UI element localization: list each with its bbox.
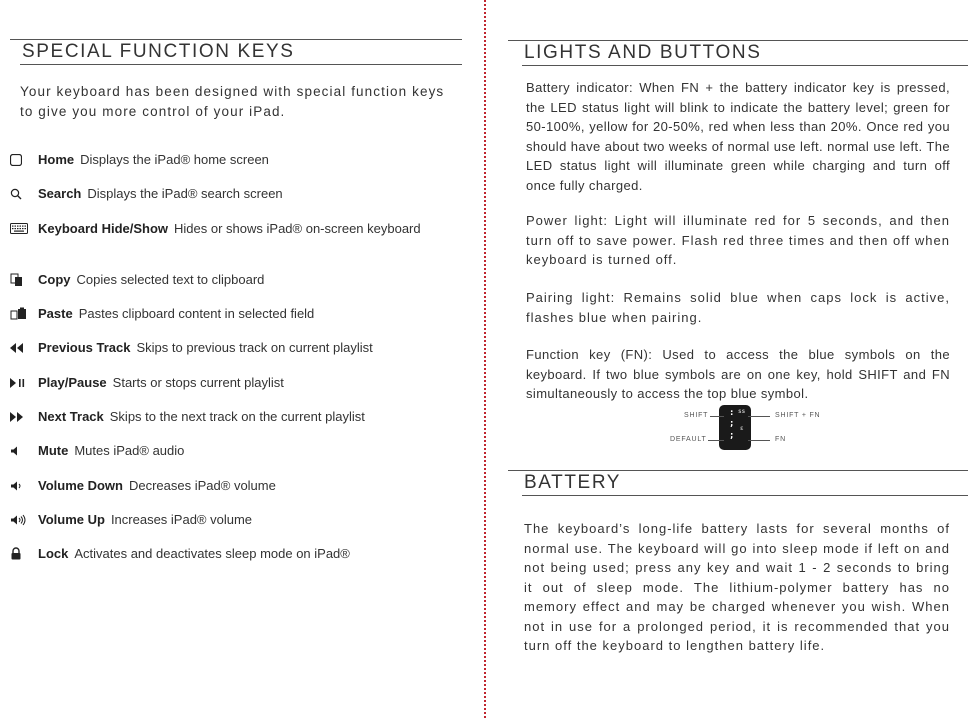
- pairing-light-text: Pairing light: Remains solid blue when caps lock is active, flashes blue when pairing.: [526, 290, 950, 325]
- key-name: Copy: [38, 272, 71, 287]
- play-pause-icon: [10, 374, 38, 391]
- list-item: [10, 305, 460, 322]
- key-description: Increases iPad® volume: [110, 512, 253, 527]
- callout-line: [748, 416, 770, 417]
- function-key-text: Function key (FN): Used to access the blue symbols on the keyboard. If two blue symbols are on one key, hold SHIFT and FN simultaneously to access the top blue symbol.: [526, 347, 950, 401]
- right-page: [486, 0, 968, 718]
- paste-icon: [10, 305, 38, 322]
- key-description: Pastes clipboard content in selected field: [78, 306, 315, 321]
- key-name: Lock: [38, 546, 69, 561]
- key-name: Search: [38, 186, 82, 201]
- function-key-diagram: [666, 403, 856, 455]
- key-name: Mute: [38, 443, 69, 458]
- list-item: [10, 339, 460, 356]
- key-name: Play/Pause: [38, 375, 107, 390]
- copy-icon: [10, 271, 38, 288]
- shift-fn-label: SHIFT + FN: [775, 412, 821, 419]
- callout-line: [708, 440, 724, 441]
- lock-icon: [10, 545, 38, 562]
- list-item: [10, 374, 460, 391]
- battery-text: The keyboard’s long-life battery lasts for several months of normal use. The keyboard will go into sleep mode if left on and not being used; press any key and wait 1 - 2 seconds to bring it out of sleep mode. The lithium-polymer battery has no memory effect and may be charged whenever you wish. When not in use for a prolonged period, it is recommended that you turn off the keyboard to lengthen battery life.: [524, 521, 950, 653]
- key-name: Paste: [38, 306, 73, 321]
- intro-text: Your keyboard has been designed with special function keys to give you more control of your iPad.: [20, 84, 445, 119]
- list-item: [10, 477, 460, 494]
- default-label: DEFAULT: [670, 436, 707, 443]
- mute-icon: [10, 442, 38, 459]
- key-description: Displays the iPad® search screen: [87, 186, 283, 201]
- previous-track-icon: [10, 339, 38, 356]
- key-cap-illustration: : ; ; ss ε: [719, 405, 751, 450]
- key-description: Decreases iPad® volume: [128, 478, 276, 493]
- key-name: Volume Down: [38, 478, 123, 493]
- list-item: [10, 442, 460, 459]
- key-name: Next Track: [38, 409, 104, 424]
- volume-down-icon: [10, 477, 38, 494]
- key-description: Skips to the next track on the current playlist: [109, 409, 365, 424]
- list-item: [10, 185, 460, 202]
- list-item: [10, 220, 460, 237]
- key-name: Volume Up: [38, 512, 105, 527]
- lights-and-buttons-heading: LIGHTS AND BUTTONS: [522, 40, 968, 66]
- key-description: Activates and deactivates sleep mode on iPad®: [74, 546, 350, 561]
- key-name: Keyboard Hide/Show: [38, 221, 169, 236]
- list-item: [10, 511, 460, 528]
- key-name: Previous Track: [38, 340, 131, 355]
- next-track-icon: [10, 408, 38, 425]
- callout-line: [710, 416, 724, 417]
- list-item: [10, 545, 460, 562]
- key-description: Mutes iPad® audio: [74, 443, 185, 458]
- key-description: Starts or stops current playlist: [112, 375, 284, 390]
- battery-heading: BATTERY: [522, 470, 968, 496]
- key-description: Hides or shows iPad® on-screen keyboard: [174, 221, 421, 236]
- search-icon: [10, 185, 38, 202]
- key-description: Displays the iPad® home screen: [80, 152, 269, 167]
- list-item: [10, 408, 460, 425]
- key-description: Copies selected text to clipboard: [76, 272, 265, 287]
- volume-up-icon: [10, 511, 38, 528]
- fn-label: FN: [775, 436, 786, 443]
- shift-label: SHIFT: [684, 412, 709, 419]
- list-item: [10, 151, 460, 168]
- callout-line: [748, 440, 770, 441]
- special-function-keys-heading: SPECIAL FUNCTION KEYS: [20, 39, 462, 65]
- key-description: Skips to previous track on current playlist: [136, 340, 373, 355]
- list-item: [10, 271, 460, 288]
- battery-indicator-text: Battery indicator: When FN + the battery indicator key is pressed, the LED status light will blink to indicate the battery level; green for 50-100%, yellow for 20-50%, red when less than 20%. Once red you should have about two weeks of normal use left. normal use left. The LED status light will illuminate green while charging and turn off once fully charged.: [526, 80, 950, 193]
- power-light-text: Power light: Light will illuminate red for 5 seconds, and then turn off to save power. Flash red three times and then off when keyboard is turned off.: [526, 213, 950, 267]
- keyboard-icon: [10, 220, 38, 237]
- home-icon: [10, 151, 38, 168]
- key-name: Home: [38, 152, 75, 167]
